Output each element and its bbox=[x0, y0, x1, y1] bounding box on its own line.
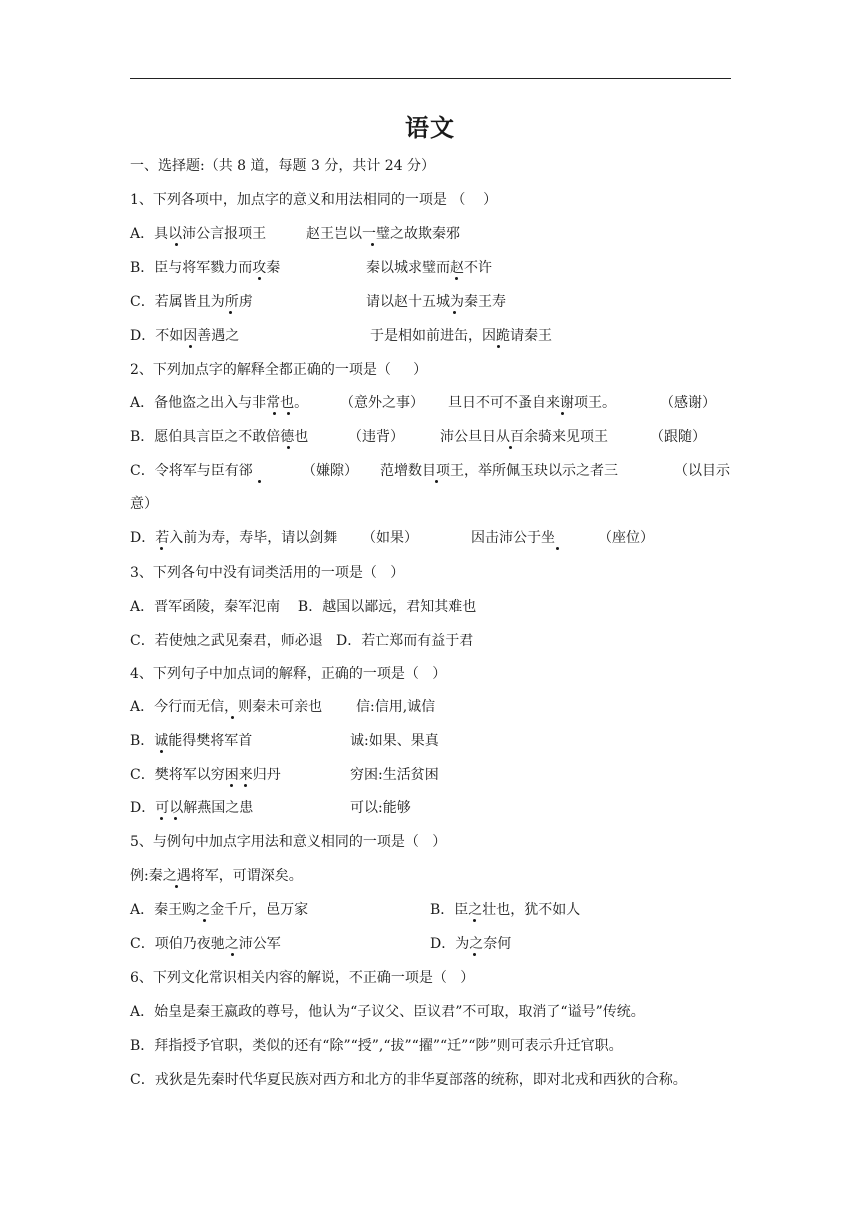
q5-option-a: A．秦王购之金千斤，邑万家 bbox=[130, 902, 309, 918]
q1-option-d-left: D．不如因善遇之 bbox=[130, 328, 240, 344]
q2-option-b-gloss-2: （跟随） bbox=[650, 429, 706, 445]
q4-option-a-gloss: 信:信用,诚信 bbox=[356, 699, 436, 715]
header-rule bbox=[130, 78, 731, 79]
emphasis-dot bbox=[497, 345, 500, 348]
question-5-stem: 5、与例句中加点字用法和意义相同的一项是（ ） bbox=[130, 834, 447, 850]
q1-option-c-left: C．若属皆且为所虏 bbox=[130, 294, 253, 310]
q1-option-d-right: 于是相如前进缶，因跪请秦王 bbox=[370, 328, 552, 344]
q4-option-a-sentence: A．今行而无信，则秦未可亲也 bbox=[130, 699, 323, 715]
q2-option-a-sentence-2: 旦日不可不蚤自来谢项王。 bbox=[448, 395, 616, 411]
emphasis-dot bbox=[287, 446, 290, 449]
q2-option-d-sentence: D．若入前为寿，寿毕，请以剑舞 bbox=[130, 530, 338, 546]
emphasis-dot bbox=[561, 412, 564, 415]
q6-option-b: B．拜指授予官职，类似的还有“除”“授”,“拔”“擢”“迁”“陟”则可表示升迁官职。 bbox=[130, 1038, 623, 1054]
emphasis-dot bbox=[258, 277, 261, 280]
q1-option-b-right: 秦以城求璧而赵不许 bbox=[366, 260, 492, 276]
q2-option-c-sentence: C．令将军与臣有郤 bbox=[130, 463, 253, 479]
q6-option-c: C．戎狄是先秦时代华夏民族对西方和北方的非华夏部落的统称，即对北戎和西狄的合称。 bbox=[130, 1072, 687, 1088]
emphasis-dot bbox=[473, 953, 476, 956]
emphasis-dot bbox=[174, 817, 177, 820]
q2-option-d-sentence-2: 因击沛公于坐 bbox=[471, 530, 555, 546]
q2-option-c-gloss-2: （以目示 bbox=[674, 463, 730, 479]
q5-option-d: D．为之奈何 bbox=[430, 936, 512, 952]
emphasis-dot bbox=[287, 412, 290, 415]
emphasis-dot bbox=[273, 412, 276, 415]
emphasis-dot bbox=[435, 480, 438, 483]
emphasis-dot bbox=[509, 446, 512, 449]
question-3-stem: 3、下列各句中没有词类活用的一项是（ ） bbox=[130, 565, 405, 581]
q3-options-line-2: C．若使烛之武见秦君，师必退 D．若亡郑而有益于君 bbox=[130, 633, 474, 649]
q2-option-c-gloss: （嫌隙） bbox=[302, 463, 358, 479]
emphasis-dot bbox=[160, 817, 163, 820]
q5-option-b: B．臣之壮也，犹不如人 bbox=[430, 902, 581, 918]
question-1-stem: 1、下列各项中，加点字的意义和用法相同的一项是 （ ） bbox=[130, 192, 498, 208]
q2-option-c-sentence-2: 范增数目项王，举所佩玉玦以示之者三 bbox=[380, 463, 618, 479]
q2-option-d-gloss-2: （座位） bbox=[598, 530, 654, 546]
q4-option-c-sentence: C．樊将军以穷困来归丹 bbox=[130, 767, 281, 783]
q2-option-b-sentence-2: 沛公旦日从百余骑来见项王 bbox=[440, 429, 608, 445]
q2-option-a-gloss-2: （感谢） bbox=[660, 395, 716, 411]
emphasis-dot bbox=[160, 750, 163, 753]
emphasis-dot bbox=[455, 277, 458, 280]
q1-option-a-left: A．具以沛公言报项王 bbox=[130, 226, 267, 242]
q1-option-a-right: 赵王岂以一璧之故欺秦邪 bbox=[306, 226, 460, 242]
q4-option-d-sentence: D．可以解燕国之患 bbox=[130, 800, 254, 816]
question-2-stem: 2、下列加点字的解释全都正确的一项是（ ） bbox=[130, 362, 428, 378]
question-6-stem: 6、下列文化常识相关内容的解说，不正确一项是（ ） bbox=[130, 970, 475, 986]
q5-example: 例:秦之遇将军，可谓深矣。 bbox=[130, 868, 303, 884]
q6-option-a: A．始皇是秦王嬴政的尊号，他认为“子议父、臣议君”不可取，取消了“谥号”传统。 bbox=[130, 1004, 645, 1020]
emphasis-dot bbox=[244, 784, 247, 787]
emphasis-dot bbox=[229, 311, 232, 314]
q2-option-d-gloss: （如果） bbox=[362, 530, 418, 546]
q5-option-c: C．项伯乃夜驰之沛公军 bbox=[130, 936, 281, 952]
q2-option-b-sentence: B．愿伯具言臣之不敢倍德也 bbox=[130, 429, 309, 445]
q2-option-c-gloss-2-cont: 意） bbox=[130, 496, 158, 512]
emphasis-dot bbox=[230, 784, 233, 787]
q4-option-b-gloss: 诚:如果、果真 bbox=[350, 733, 439, 749]
section-heading: 一、选择题:（共 8 道，每题 3 分，共计 24 分） bbox=[130, 158, 436, 174]
q4-option-d-gloss: 可以:能够 bbox=[350, 800, 411, 816]
emphasis-dot bbox=[556, 547, 559, 550]
emphasis-dot bbox=[189, 345, 192, 348]
emphasis-dot bbox=[258, 480, 261, 483]
emphasis-dot bbox=[160, 547, 163, 550]
emphasis-dot bbox=[453, 311, 456, 314]
emphasis-dot bbox=[473, 919, 476, 922]
emphasis-dot bbox=[231, 953, 234, 956]
q3-options-line-1: A．晋军函陵，秦军氾南 B．越国以鄙远，君知其难也 bbox=[130, 599, 477, 615]
question-4-stem: 4、下列句子中加点词的解释，正确的一项是（ ） bbox=[130, 666, 447, 682]
emphasis-dot bbox=[175, 243, 178, 246]
q2-option-a-sentence: A．备他盗之出入与非常也。 bbox=[130, 395, 309, 411]
emphasis-dot bbox=[371, 243, 374, 246]
q2-option-b-gloss: （违背） bbox=[348, 429, 404, 445]
q4-option-c-gloss: 穷困:生活贫困 bbox=[350, 767, 439, 783]
q1-option-c-right: 请以赵十五城为秦王寿 bbox=[366, 294, 506, 310]
page-title: 语文 bbox=[405, 113, 455, 142]
emphasis-dot bbox=[203, 919, 206, 922]
q2-option-a-gloss: （意外之事） bbox=[340, 395, 424, 411]
emphasis-dot bbox=[231, 716, 234, 719]
q4-option-b-sentence: B．诚能得樊将军首 bbox=[130, 733, 253, 749]
q1-option-b-left: B．臣与将军戮力而攻秦 bbox=[130, 260, 281, 276]
emphasis-dot bbox=[175, 885, 178, 888]
